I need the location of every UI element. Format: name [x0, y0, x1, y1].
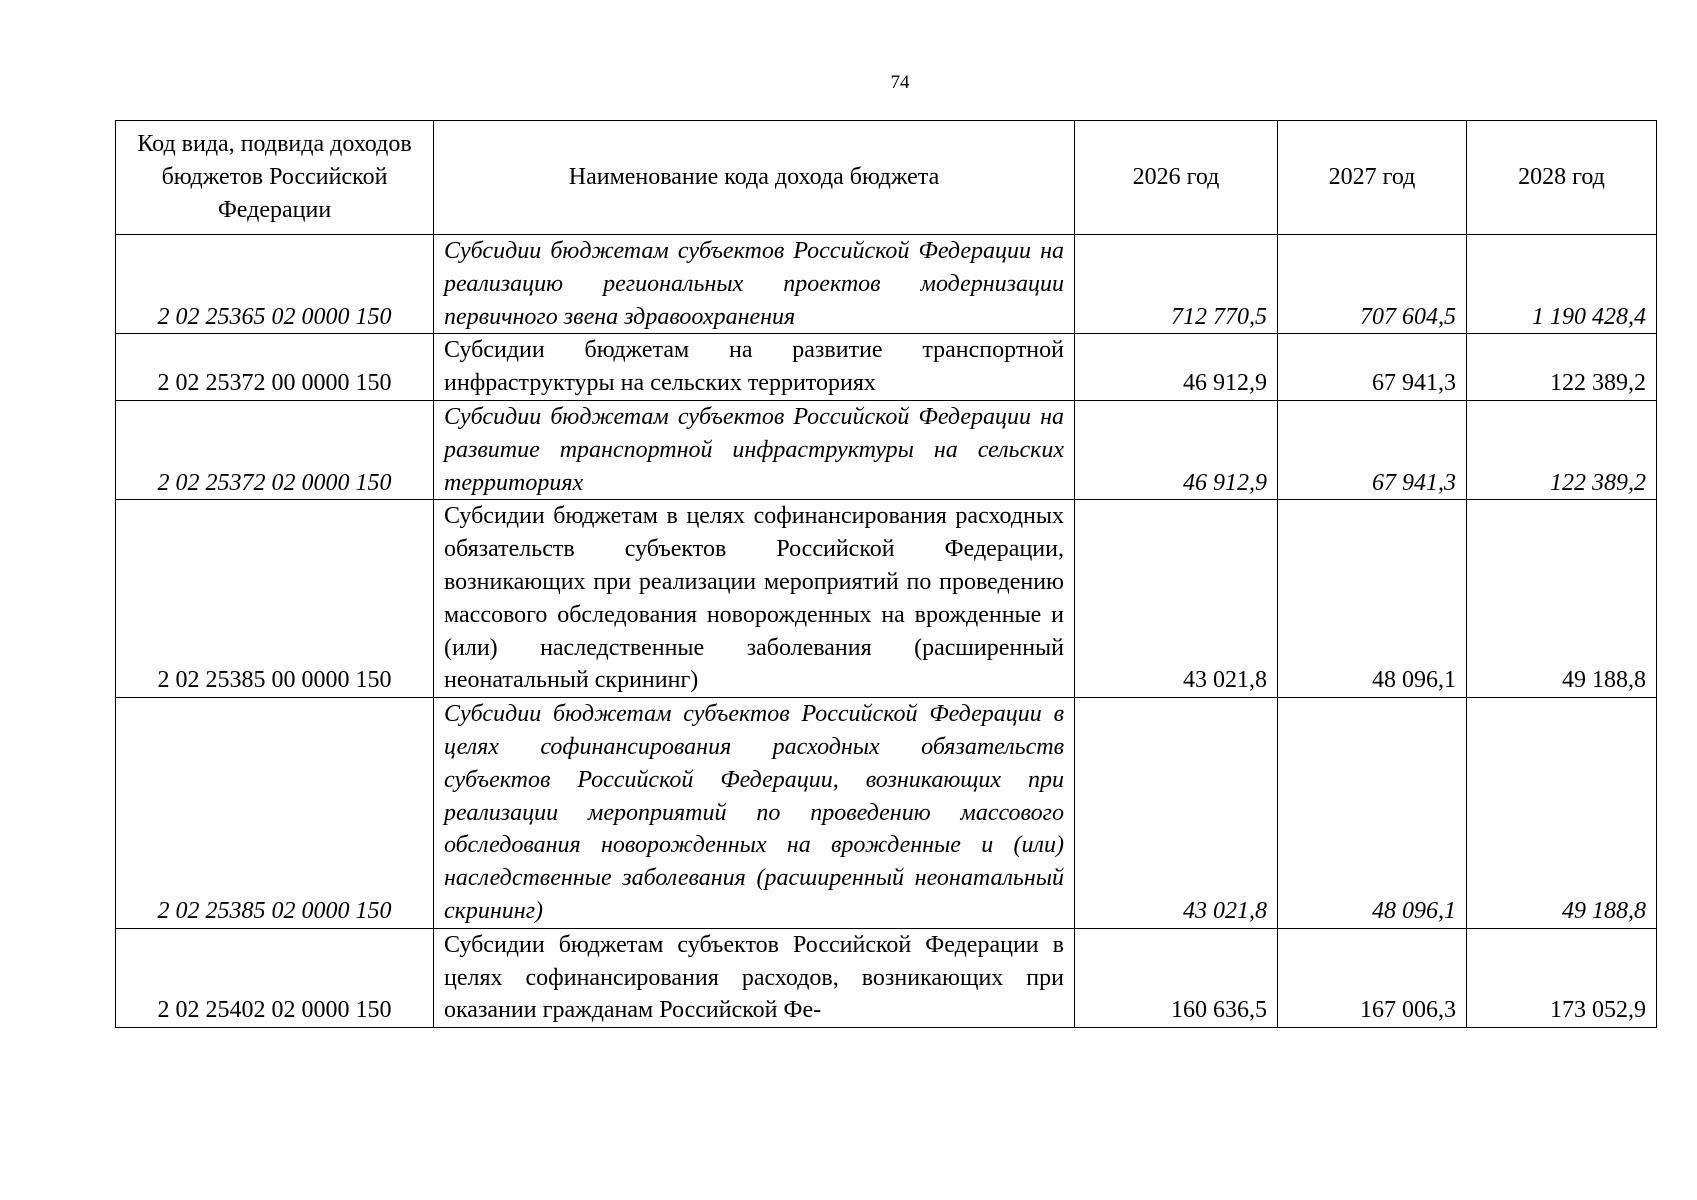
table-row — [116, 334, 1657, 401]
cell-2027: 67 941,3 — [1278, 400, 1467, 499]
header-2026: 2026 год — [1075, 121, 1278, 235]
cell-2027: 707 604,5 — [1278, 235, 1467, 334]
table-row — [116, 235, 1657, 334]
table-row — [116, 400, 1657, 499]
cell-2028: 49 188,8 — [1467, 500, 1657, 698]
cell-name: Субсидии бюджетам субъектов Российской Федерации в целях софинансирования расходов, возникающих при оказании гражданам Российской Фе- — [434, 928, 1075, 1027]
cell-2028: 49 188,8 — [1467, 698, 1657, 929]
cell-2028: 122 389,2 — [1467, 334, 1657, 401]
cell-2027: 48 096,1 — [1278, 500, 1467, 698]
cell-2026: 46 912,9 — [1075, 400, 1278, 499]
cell-2026: 712 770,5 — [1075, 235, 1278, 334]
cell-2026: 43 021,8 — [1075, 698, 1278, 929]
table-body — [116, 235, 1657, 1028]
page-number: 74 — [890, 72, 910, 93]
table-header-row — [116, 121, 1657, 235]
budget-revenue-table — [115, 120, 1657, 1028]
cell-2028: 1 190 428,4 — [1467, 235, 1657, 334]
cell-2026: 43 021,8 — [1075, 500, 1278, 698]
cell-name: Субсидии бюджетам субъектов Российской Федерации в целях софинансирования расходных обязательств субъектов Российской Федерации, возникающих при реализации мероприятий по проведению массового обследования новорожденных на врожденные и (или) наследственные заболевания (расширенный неонатальный скрининг) — [434, 698, 1075, 929]
cell-2028: 173 052,9 — [1467, 928, 1657, 1027]
cell-code: 2 02 25365 02 0000 150 — [116, 235, 434, 334]
table-row — [116, 500, 1657, 698]
cell-2028: 122 389,2 — [1467, 400, 1657, 499]
cell-code: 2 02 25372 02 0000 150 — [116, 400, 434, 499]
cell-2027: 167 006,3 — [1278, 928, 1467, 1027]
cell-name: Субсидии бюджетам на развитие транспортной инфраструктуры на сельских территориях — [434, 334, 1075, 401]
header-2028: 2028 год — [1467, 121, 1657, 235]
cell-code: 2 02 25385 00 0000 150 — [116, 500, 434, 698]
cell-2027: 67 941,3 — [1278, 334, 1467, 401]
table-row — [116, 928, 1657, 1027]
cell-code: 2 02 25385 02 0000 150 — [116, 698, 434, 929]
header-code: Код вида, подвида доходов бюджетов Российской Федерации — [116, 121, 434, 235]
cell-2026: 46 912,9 — [1075, 334, 1278, 401]
cell-name: Субсидии бюджетам в целях софинансирования расходных обязательств субъектов Российской Федерации, возникающих при реализации мероприятий по проведению массового обследования новорожденных на врожденные и (или) наследственные заболевания (расширенный неонатальный скрининг) — [434, 500, 1075, 698]
cell-2026: 160 636,5 — [1075, 928, 1278, 1027]
cell-code: 2 02 25372 00 0000 150 — [116, 334, 434, 401]
header-name: Наименование кода дохода бюджета — [434, 121, 1075, 235]
table-row — [116, 698, 1657, 929]
cell-code: 2 02 25402 02 0000 150 — [116, 928, 434, 1027]
header-2027: 2027 год — [1278, 121, 1467, 235]
cell-name: Субсидии бюджетам субъектов Российской Федерации на развитие транспортной инфраструктуры на сельских территориях — [434, 400, 1075, 499]
cell-2027: 48 096,1 — [1278, 698, 1467, 929]
cell-name: Субсидии бюджетам субъектов Российской Федерации на реализацию региональных проектов модернизации первичного звена здравоохранения — [434, 235, 1075, 334]
